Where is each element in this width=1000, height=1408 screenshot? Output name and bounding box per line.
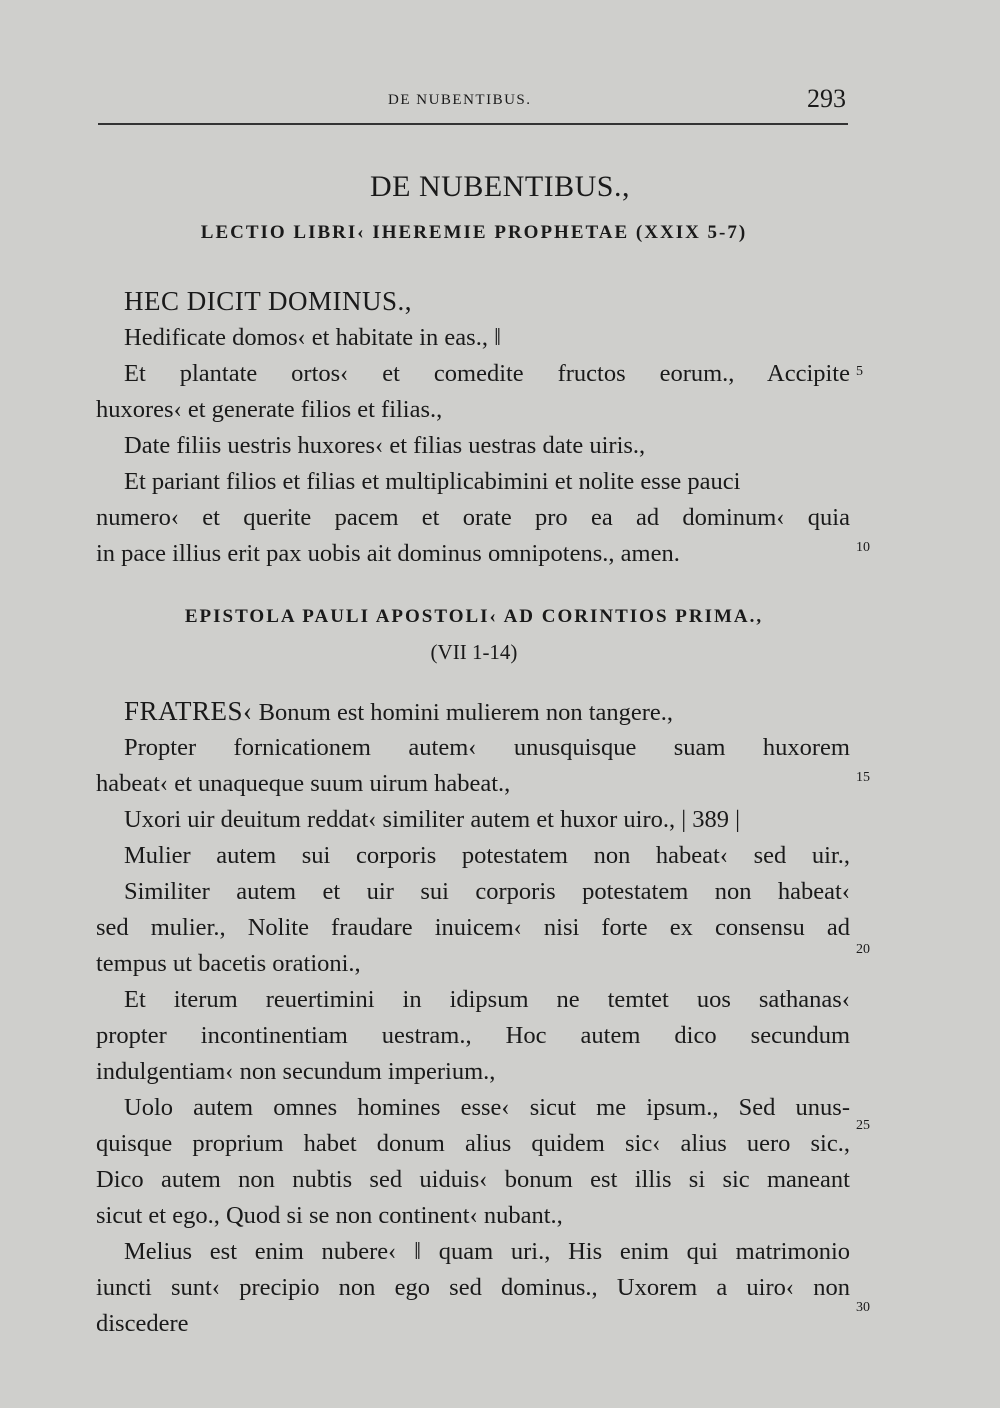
text-line: propter incontinentiam uestram., Hoc autem dico secundum (96, 1022, 850, 1049)
text-line: Et iterum reuertimini in idipsum ne temtet uos sathanas‹ (124, 986, 850, 1013)
text-line: sed mulier., Nolite fraudare inuicem‹ nisi forte ex consensu ad (96, 914, 850, 941)
text-line: Melius est enim nubere‹ ‖ quam uri., His enim qui matrimonio (124, 1238, 850, 1265)
text-line: Similiter autem et uir sui corporis potestatem non habeat‹ (124, 878, 850, 905)
text-line: Et pariant filios et filias et multiplicabimini et nolite esse pauci (124, 468, 741, 495)
epistle-heading: EPISTOLA PAULI APOSTOLI‹ AD CORINTIOS PRIMA., (184, 606, 764, 627)
text-line: sicut et ego., Quod si se non continent‹ nubant., (96, 1202, 563, 1229)
text-line: Mulier autem sui corporis potestatem non habeat‹ sed uir., (124, 842, 850, 869)
page-number: 293 (807, 84, 846, 113)
section-title: DE NUBENTIBUS., (370, 170, 630, 203)
reading-lead: HEC DICIT DOMINUS., (124, 286, 413, 316)
running-header (98, 84, 848, 118)
running-title: DE NUBENTIBUS. (388, 92, 532, 108)
text-line: huxores‹ et generate filios et filias., (96, 396, 443, 423)
epistle-reference: (VII 1-14) (430, 640, 518, 664)
line-number: 25 (856, 1118, 870, 1133)
text-line: iuncti sunt‹ precipio non ego sed dominus., Uxorem a uiro‹ non (96, 1274, 850, 1301)
lead-rest: Bonum est homini mulierem non tangere., (252, 699, 674, 726)
epistle-lead (124, 696, 673, 727)
text-line: indulgentiam‹ non secundum imperium., (96, 1058, 496, 1085)
text-line: quisque proprium habet donum alius quidem sic‹ alius uero sic., (96, 1130, 850, 1157)
line-number: 5 (856, 364, 863, 379)
text-line: Dico autem non nubtis sed uiduis‹ bonum est illis si sic maneant (96, 1166, 850, 1193)
text-line: Uolo autem omnes homines esse‹ sicut me ipsum., Sed unus- (124, 1094, 850, 1121)
text-line: habeat‹ et unaqueque suum uirum habeat., (96, 770, 511, 797)
text-line: Hedificate domos‹ et habitate in eas., ‖ (124, 324, 501, 351)
line-number: 30 (856, 1300, 870, 1315)
text-line: Uxori uir deuitum reddat‹ similiter autem et huxor uiro., | 389 | (124, 806, 741, 833)
text-line: numero‹ et querite pacem et orate pro ea ad dominum‹ quia (96, 504, 850, 531)
text-line: Propter fornicationem autem‹ unusquisque suam huxorem (124, 734, 850, 761)
line-number: 15 (856, 770, 870, 785)
reading-heading: LECTIO LIBRI‹ IHEREMIE PROPHETAE (XXIX 5-7) (200, 222, 748, 243)
text-line: tempus ut bacetis orationi., (96, 950, 361, 977)
lead-word: FRATRES‹ (124, 696, 253, 726)
text-line: Et plantate ortos‹ et comedite fructos eorum., Accipite (124, 360, 850, 387)
line-number: 20 (856, 942, 870, 957)
text-line: Date filiis uestris huxores‹ et filias uestras date uiris., (124, 432, 646, 459)
line-number: 10 (856, 540, 870, 555)
text-line: discedere (96, 1310, 189, 1337)
header-rule (98, 123, 848, 125)
text-line: in pace illius erit pax uobis ait dominus omnipotens., amen. (96, 540, 680, 567)
